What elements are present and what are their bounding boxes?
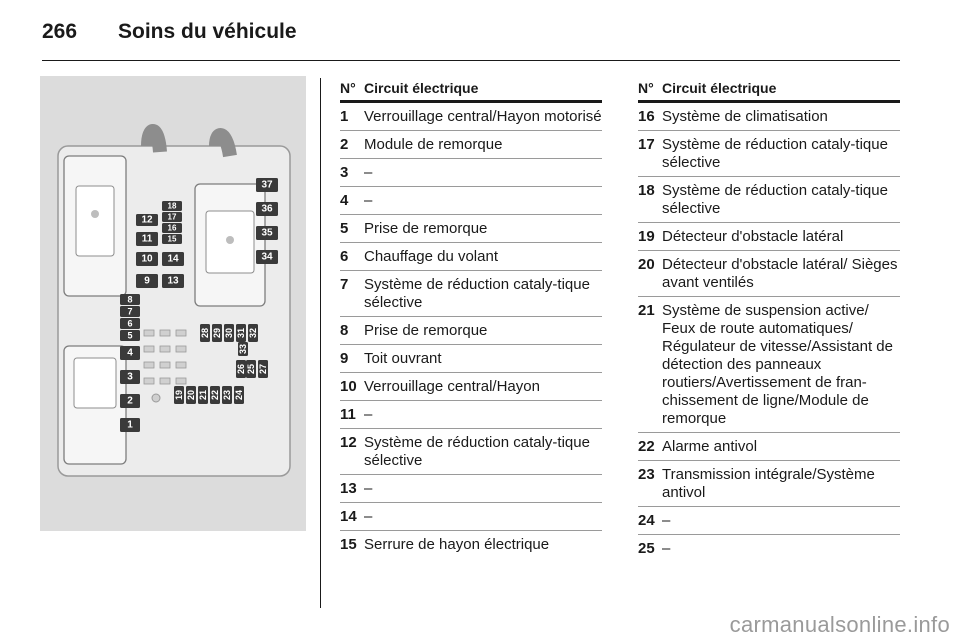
circuit-description: Verrouillage central/Hayon motorisé	[364, 108, 602, 125]
fuse-label-33	[238, 342, 248, 356]
fuse-label-text: 4	[127, 347, 133, 359]
fuse-label-37	[256, 178, 278, 192]
fuse-label-24	[234, 386, 244, 404]
circuit-description: Détecteur d'obstacle latéral/ Sièges avant ventilés	[662, 256, 898, 291]
watermark: carmanualsonline.info	[729, 612, 950, 637]
table-row	[340, 429, 602, 475]
circuit-description: Serrure de hayon électrique	[364, 536, 550, 553]
circuit-description: Prise de remorque	[364, 322, 488, 339]
fuse-number: 7	[340, 276, 349, 293]
table-row	[340, 271, 602, 317]
fuse-number: 1	[340, 108, 349, 125]
fuse-number: 20	[638, 256, 655, 273]
fuse-number: 10	[340, 378, 357, 395]
fuse-label-text: 34	[261, 251, 273, 263]
fuse-label-text: 17	[167, 212, 177, 222]
fuse-number: 25	[638, 540, 655, 557]
fuse-label-35	[256, 226, 278, 240]
circuit-description: Alarme antivol	[662, 438, 758, 455]
fuse-label-21	[198, 386, 208, 404]
fuse-label-text: 2	[127, 395, 133, 407]
fuse-number: 9	[340, 350, 349, 367]
fuse-label-5	[120, 330, 140, 341]
circuit-description: Système de réduction cataly-tique sélective	[662, 182, 888, 217]
header-circuit: Circuit électrique	[662, 80, 777, 96]
circuit-description: Système de suspension active/ Feux de route automatiques/ Régulateur de vitesse/Assistant de détection des panneaux routiers/Avertissement de fran-chissement de ligne/Module de remorque	[662, 302, 893, 427]
fuse-label-text: 7	[127, 306, 133, 317]
fuse-label-text: 14	[167, 253, 179, 265]
table-row	[340, 131, 602, 159]
fuse-number: 23	[638, 466, 655, 483]
fuse-label-text: 11	[141, 233, 153, 245]
fuse-label-26	[236, 360, 246, 378]
table-row	[638, 535, 900, 562]
fuse-number: 21	[638, 302, 655, 319]
fuse-label-text: 13	[167, 275, 179, 287]
fuse-label-text: 1	[127, 419, 133, 431]
table-row	[340, 317, 602, 345]
fuse-label-text: 10	[141, 253, 153, 265]
fuse-label-1	[120, 418, 140, 432]
header-number: N°	[638, 80, 654, 96]
fuse-label-34	[256, 250, 278, 264]
circuit-description: Système de réduction cataly-tique sélective	[662, 136, 888, 171]
fuse-label-31	[236, 324, 246, 342]
circuit-description: Prise de remorque	[364, 220, 488, 237]
fuse-label-text: 18	[167, 201, 177, 211]
fuse-number: 8	[340, 322, 349, 339]
circuit-description: –	[662, 512, 671, 529]
fuse-label-text: 3	[127, 371, 133, 383]
header-rule	[42, 60, 900, 61]
fuse-label-text: 28	[200, 327, 210, 339]
fuse-number: 15	[340, 536, 357, 553]
fuse-table-right	[638, 80, 900, 562]
fuse-label-text: 35	[261, 227, 273, 239]
fuse-label-13	[162, 274, 184, 288]
fuse-label-text: 33	[238, 343, 248, 355]
table-header	[340, 80, 602, 103]
fuse-label-32	[248, 324, 258, 342]
fuse-number: 24	[638, 512, 655, 529]
column-divider	[320, 78, 321, 608]
table-body	[638, 103, 900, 562]
header-number: N°	[340, 80, 356, 96]
table-row	[638, 433, 900, 461]
table-row	[340, 103, 602, 131]
fuse-label-text: 32	[248, 327, 258, 339]
fuse-label-15	[162, 234, 182, 244]
table-row	[638, 223, 900, 251]
circuit-description: –	[364, 192, 373, 209]
header-circuit: Circuit électrique	[364, 80, 479, 96]
fuse-label-text: 26	[236, 363, 246, 375]
circuit-description: –	[364, 508, 373, 525]
fuse-number: 16	[638, 108, 655, 125]
fuse-label-text: 5	[127, 330, 133, 341]
fuse-number: 5	[340, 220, 349, 237]
fuse-label-text: 9	[144, 275, 150, 287]
fuse-number: 2	[340, 136, 349, 153]
table-row	[638, 177, 900, 223]
table-row	[340, 159, 602, 187]
fuse-label-text: 20	[186, 389, 196, 401]
fuse-label-20	[186, 386, 196, 404]
circuit-description: Système de climatisation	[662, 108, 828, 125]
fuse-label-19	[174, 386, 184, 404]
circuit-description: Système de réduction cataly-tique sélective	[364, 276, 590, 311]
fuse-number: 17	[638, 136, 655, 153]
fuse-label-17	[162, 212, 182, 222]
fuse-label-25	[246, 360, 256, 378]
relay-left-screw	[91, 210, 99, 218]
circuit-description: –	[364, 480, 373, 497]
circuit-description: Toit ouvrant	[364, 350, 442, 367]
table-body	[340, 103, 602, 558]
fuse-label-text: 30	[224, 327, 234, 339]
fuse-label-text: 36	[261, 203, 273, 215]
circuit-description: Module de remorque	[364, 136, 503, 153]
fuse-label-text: 15	[167, 234, 177, 244]
fuse-label-8	[120, 294, 140, 305]
relay-right-screw	[226, 236, 234, 244]
fuse-label-text: 29	[212, 327, 222, 339]
fuse-number: 11	[340, 406, 356, 423]
table-row	[340, 187, 602, 215]
fuse-number: 3	[340, 164, 349, 181]
fuse-label-text: 24	[234, 389, 244, 401]
fuse-label-4	[120, 346, 140, 360]
relay-left-face	[76, 186, 114, 256]
fuse-label-30	[224, 324, 234, 342]
fuse-label-14	[162, 252, 184, 266]
table-row	[638, 461, 900, 507]
fuse-label-text: 6	[127, 318, 133, 329]
fuse-label-text: 19	[174, 389, 184, 401]
page-title: Soins du véhicule	[118, 20, 297, 43]
circuit-description: –	[364, 164, 373, 181]
fuse-label-11	[136, 232, 158, 246]
fuse-number: 19	[638, 228, 655, 245]
table-row	[340, 401, 602, 429]
fuse-label-text: 27	[258, 363, 268, 375]
fuse-label-18	[162, 201, 182, 211]
fuse-label-10	[136, 252, 158, 266]
fuse-label-text: 22	[210, 389, 220, 401]
fuse-label-16	[162, 223, 182, 233]
fuse-label-text: 37	[261, 179, 273, 191]
housing-screw	[152, 394, 160, 402]
table-row	[340, 475, 602, 503]
fuse-label-23	[222, 386, 232, 404]
fuse-number: 13	[340, 480, 357, 497]
fuse-number: 4	[340, 192, 349, 209]
fuse-label-27	[258, 360, 268, 378]
fuse-label-text: 16	[167, 223, 177, 233]
circuit-description: –	[662, 540, 671, 557]
relay-bottom-face	[74, 358, 116, 408]
table-row	[638, 507, 900, 535]
circuit-description: Détecteur d'obstacle latéral	[662, 228, 844, 245]
fuse-label-29	[212, 324, 222, 342]
fuse-label-7	[120, 306, 140, 317]
fuse-label-text: 25	[246, 363, 256, 375]
fuse-table-left	[340, 80, 602, 558]
table-row	[340, 243, 602, 271]
table-row	[340, 215, 602, 243]
table-row	[340, 373, 602, 401]
fuse-number: 6	[340, 248, 349, 265]
circuit-description: Verrouillage central/Hayon	[364, 378, 540, 395]
circuit-description: –	[364, 406, 373, 423]
fuse-label-text: 23	[222, 389, 232, 401]
fuse-label-6	[120, 318, 140, 329]
table-row	[638, 251, 900, 297]
circuit-description: Système de réduction cataly-tique sélective	[364, 434, 590, 469]
fuse-label-36	[256, 202, 278, 216]
table-header	[638, 80, 900, 103]
fuse-label-28	[200, 324, 210, 342]
circuit-description: Chauffage du volant	[364, 248, 498, 265]
fuse-label-12	[136, 214, 158, 226]
fuse-label-3	[120, 370, 140, 384]
fuse-box-illustration	[40, 76, 306, 531]
table-row	[340, 531, 602, 558]
fuse-number: 14	[340, 508, 357, 525]
fuse-number: 18	[638, 182, 655, 199]
table-row	[638, 297, 900, 433]
fuse-label-text: 8	[127, 294, 133, 305]
table-row	[340, 345, 602, 373]
circuit-description: Transmission intégrale/Système antivol	[662, 466, 875, 501]
table-row	[340, 503, 602, 531]
fuse-label-text: 31	[236, 327, 246, 339]
fuse-label-text: 21	[198, 389, 208, 401]
fuse-label-2	[120, 394, 140, 408]
table-row	[638, 103, 900, 131]
fuse-label-text: 12	[141, 214, 153, 226]
fuse-box-svg	[40, 76, 306, 531]
table-row	[638, 131, 900, 177]
fuse-number: 22	[638, 438, 655, 455]
fuse-label-9	[136, 274, 158, 288]
fuse-label-22	[210, 386, 220, 404]
fuse-number: 12	[340, 434, 357, 451]
page-number: 266	[42, 20, 78, 43]
